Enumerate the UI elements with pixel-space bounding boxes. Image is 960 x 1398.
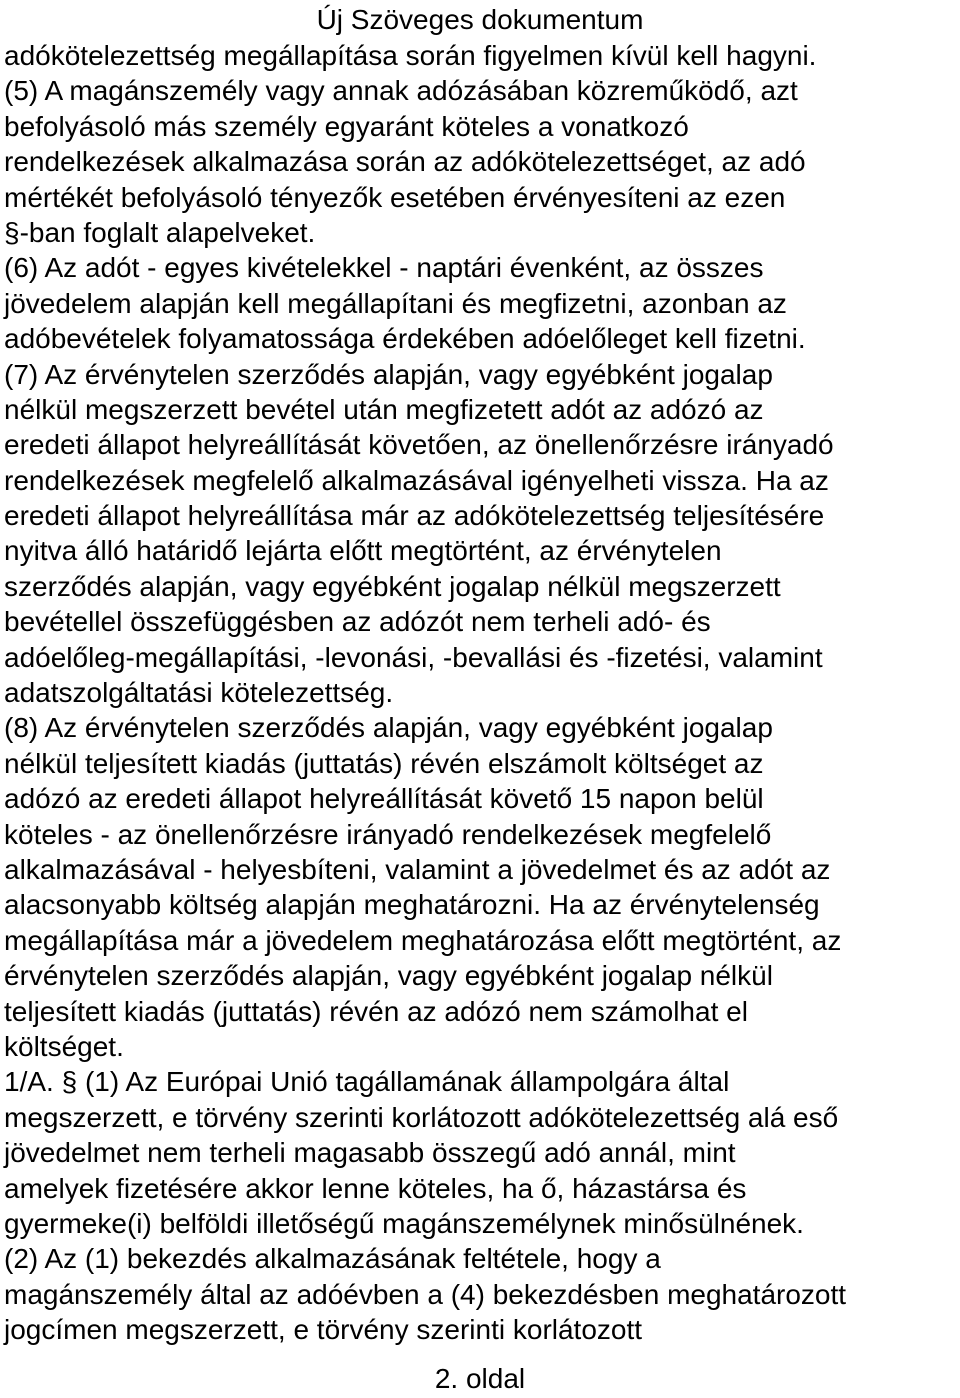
text-line: §-ban foglalt alapelveket. <box>4 216 316 248</box>
text-line: nyitva álló határidő lejárta előtt megtörtént, az érvénytelen <box>4 535 722 567</box>
text-line: rendelkezések megfelelő alkalmazásával igényelheti vissza. Ha az <box>4 464 829 496</box>
text-line: gyermeke(i) belföldi illetőségű magánszemélynek minősülnének. <box>4 1207 804 1239</box>
text-line: jogcímen megszerzett, e törvény szerinti korlátozott <box>4 1314 643 1346</box>
text-line: eredeti állapot helyreállítását követően, az önellenőrzésre irányadó <box>4 429 834 461</box>
text-line: adóbevételek folyamatossága érdekében adóelőleget kell fizetni. <box>4 323 806 355</box>
text-line: alkalmazásával - helyesbíteni, valamint a jövedelmet és az adót az <box>4 853 831 885</box>
text-line: nélkül megszerzett bevétel után megfizetett adót az adózó az <box>4 393 764 425</box>
text-line: 1/A. § (1) Az Európai Unió tagállamának állampolgára által <box>4 1066 730 1098</box>
text-line: teljesített kiadás (juttatás) révén az adózó nem számolhat el <box>4 995 748 1027</box>
text-line: megszerzett, e törvény szerinti korlátozott adókötelezettség alá eső <box>4 1101 839 1133</box>
page-number: 2. oldal <box>434 1363 526 1394</box>
document-title: Új Szöveges dokumentum <box>316 4 644 35</box>
text-line: szerződés alapján, vagy egyébként jogalap nélkül megszerzett <box>4 570 781 602</box>
text-line: adatszolgáltatási kötelezettség. <box>4 677 394 709</box>
text-line: (5) A magánszemély vagy annak adózásában közreműködő, azt <box>4 75 798 107</box>
text-line: (2) Az (1) bekezdés alkalmazásának feltétele, hogy a <box>4 1243 661 1275</box>
text-line: (8) Az érvénytelen szerződés alapján, vagy egyébként jogalap <box>4 712 773 744</box>
text-line: amelyek fizetésére akkor lenne köteles, ha ő, házastársa és <box>4 1172 747 1204</box>
document-body <box>4 38 958 1347</box>
text-line: (7) Az érvénytelen szerződés alapján, vagy egyébként jogalap <box>4 358 773 390</box>
text-line: érvénytelen szerződés alapján, vagy egyébként jogalap nélkül <box>4 960 773 992</box>
text-line: befolyásoló más személy egyaránt köteles a vonatkozó <box>4 110 689 142</box>
text-line: rendelkezések alkalmazása során az adókötelezettséget, az adó <box>4 146 806 178</box>
text-line: magánszemély által az adóévben a (4) bekezdésben meghatározott <box>4 1278 847 1310</box>
text-line: adókötelezettség megállapítása során figyelmen kívül kell hagyni. <box>4 40 817 71</box>
text-line: jövedelmet nem terheli magasabb összegű adó annál, mint <box>4 1137 736 1169</box>
text-line: bevétellel összefüggésben az adózót nem terheli adó- és <box>4 606 711 638</box>
text-line: köteles - az önellenőrzésre irányadó rendelkezések megfelelő <box>4 818 772 850</box>
text-line: megállapítása már a jövedelem meghatározása előtt megtörtént, az <box>4 924 842 956</box>
text-line: mértékét befolyásoló tényezők esetében érvényesíteni az ezen <box>4 181 786 213</box>
text-line: eredeti állapot helyreállítása már az adókötelezettség teljesítésére <box>4 500 825 532</box>
text-line: adózó az eredeti állapot helyreállítását követő 15 napon belül <box>4 783 764 815</box>
text-line: költséget. <box>4 1030 124 1062</box>
text-line: alacsonyabb költség alapján meghatározni. Ha az érvénytelenség <box>4 889 820 921</box>
text-line: adóelőleg-megállapítási, -levonási, -bevallási és -fizetési, valamint <box>4 641 823 673</box>
text-line: jövedelem alapján kell megállapítani és megfizetni, azonban az <box>4 287 787 319</box>
text-line: (6) Az adót - egyes kivételekkel - naptári évenként, az összes <box>4 252 764 284</box>
text-line: nélkül teljesített kiadás (juttatás) révén elszámolt költséget az <box>4 747 764 779</box>
